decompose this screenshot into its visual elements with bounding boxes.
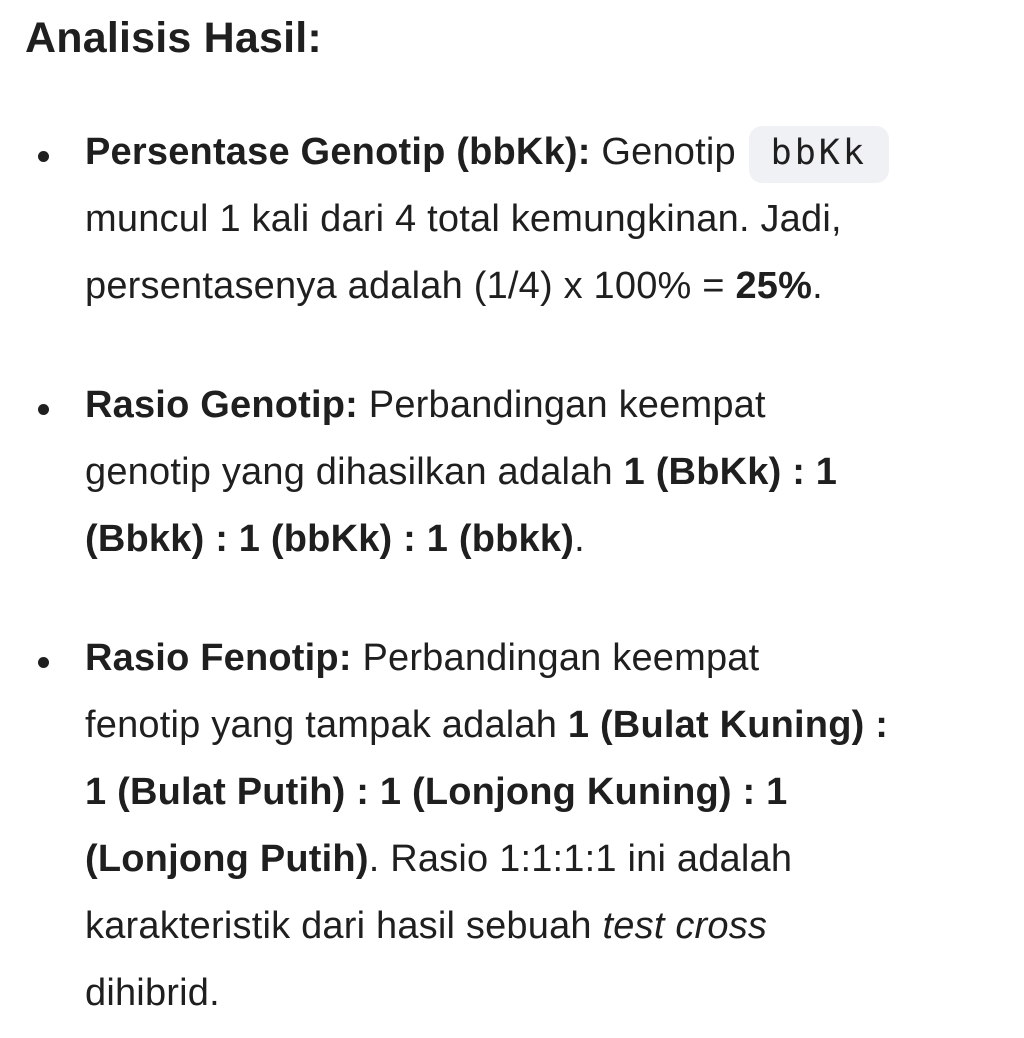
text-segment-bold: 1 (Bulat Kuning) : xyxy=(567,704,889,746)
text-segment: . xyxy=(812,265,823,307)
list-item-rasio-fenotip xyxy=(25,625,1004,1027)
list-item-persentase-genotip xyxy=(25,119,1004,320)
bullet-icon xyxy=(38,151,49,162)
list-item-rasio-genotip xyxy=(25,372,1004,573)
text-segment-bold: 1 (Bulat Putih) : 1 (Lonjong Kuning) : 1 xyxy=(85,771,788,813)
text-segment-bold: Persentase Genotip (bbKk): xyxy=(85,131,591,173)
text-segment: . xyxy=(574,518,585,560)
section-heading: Analisis Hasil: xyxy=(25,14,322,62)
text-segment: Perbandingan keempat xyxy=(358,384,766,426)
text-segment: karakteristik dari hasil sebuah xyxy=(85,905,603,947)
text-segment-bold: 1 (BbKk) : 1 xyxy=(623,451,838,493)
text-segment-bold: (Lonjong Putih) xyxy=(85,838,369,880)
text-segment-bold: Rasio Fenotip: xyxy=(85,637,352,679)
text-segment: genotip yang dihasilkan adalah xyxy=(85,451,624,493)
text-segment: persentasenya adalah (1/4) x 100% = xyxy=(85,265,736,307)
bullet-icon xyxy=(38,404,49,415)
inline-code-chip: bbKk xyxy=(749,126,889,183)
text-segment-bold: Rasio Genotip: xyxy=(85,384,359,426)
text-segment: Genotip xyxy=(590,131,747,173)
text-segment: . Rasio 1:1:1:1 ini adalah xyxy=(368,838,793,880)
text-segment: Perbandingan keempat xyxy=(351,637,760,679)
text-segment: muncul 1 kali dari 4 total kemungkinan. Jadi, xyxy=(85,198,842,240)
text-segment-bold: (Bbkk) : 1 (bbKk) : 1 (bbkk) xyxy=(85,518,575,560)
bullet-icon xyxy=(38,657,49,668)
analysis-list xyxy=(25,119,1004,1027)
text-segment-bold: 25% xyxy=(735,265,813,307)
text-segment-italic: test cross xyxy=(602,905,768,947)
text-segment: fenotip yang tampak adalah xyxy=(85,704,568,746)
text-segment: dihibrid. xyxy=(85,972,220,1014)
